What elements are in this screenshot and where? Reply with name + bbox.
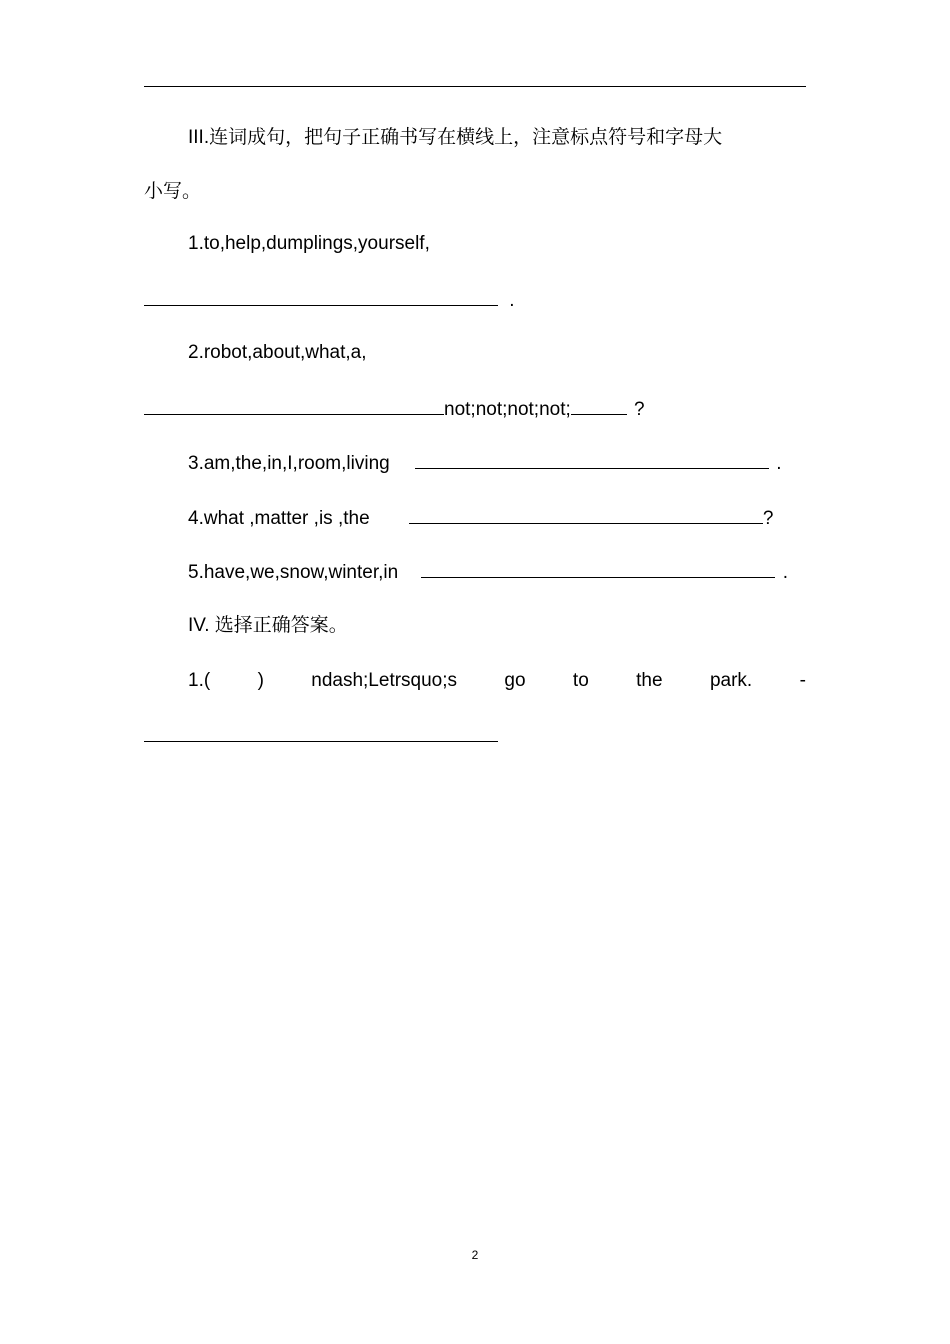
- question-2-mid-text: not;not;not;not;: [444, 399, 571, 420]
- section-3-heading: III.连词成句，把句子正确书写在横线上，注意标点符号和字母大: [188, 127, 723, 148]
- question-3-end-punct: .: [776, 453, 782, 474]
- question-5-line: [188, 559, 806, 585]
- question-3-blank[interactable]: [415, 450, 769, 469]
- question-2-answer-line: [144, 396, 806, 422]
- question-1-end-punct: .: [509, 290, 515, 311]
- question-1-answer-line: [144, 287, 806, 313]
- question-3-line: [188, 450, 806, 476]
- question-4-end-punct: ?: [762, 508, 774, 529]
- choice-q1-word: 1.(: [188, 670, 211, 691]
- question-4-blank[interactable]: [409, 505, 763, 524]
- choice-q1-word: the: [636, 670, 663, 691]
- answer-rule-top: [144, 86, 806, 87]
- choice-q1-blank[interactable]: [144, 723, 498, 742]
- section-3-heading-continued: 小写。: [144, 181, 202, 202]
- choice-q1-word: ndash;Letrsquo;s: [311, 670, 458, 691]
- question-4-prompt: 4.what ,matter ,is ,the: [188, 508, 370, 529]
- question-1-prompt: 1.to,help,dumplings,yourself,: [188, 233, 430, 254]
- choice-q1-word: go: [504, 670, 526, 691]
- section-4-heading: IV. 选择正确答案。: [188, 615, 348, 636]
- question-3-prompt: 3.am,the,in,I,room,living: [188, 453, 390, 474]
- question-2-blank[interactable]: [144, 396, 444, 415]
- choice-q1-word: ): [257, 670, 264, 691]
- question-1-blank[interactable]: [144, 287, 498, 306]
- question-4-line: [188, 505, 806, 531]
- question-5-prompt: 5.have,we,snow,winter,in: [188, 562, 399, 583]
- choice-question-1: [188, 669, 806, 693]
- choice-q1-word: park.: [709, 670, 753, 691]
- choice-q1-word: to: [572, 670, 589, 691]
- choice-question-1-answer-line: [144, 723, 806, 749]
- question-2-prompt: 2.robot,about,what,a,: [188, 342, 367, 363]
- question-2-blank-short[interactable]: [571, 396, 627, 415]
- choice-q1-word: -: [799, 670, 806, 691]
- page-number: 2: [471, 1248, 479, 1262]
- question-5-blank[interactable]: [421, 559, 775, 578]
- question-5-end-punct: .: [782, 562, 789, 583]
- question-2-end-punct: ?: [634, 399, 645, 420]
